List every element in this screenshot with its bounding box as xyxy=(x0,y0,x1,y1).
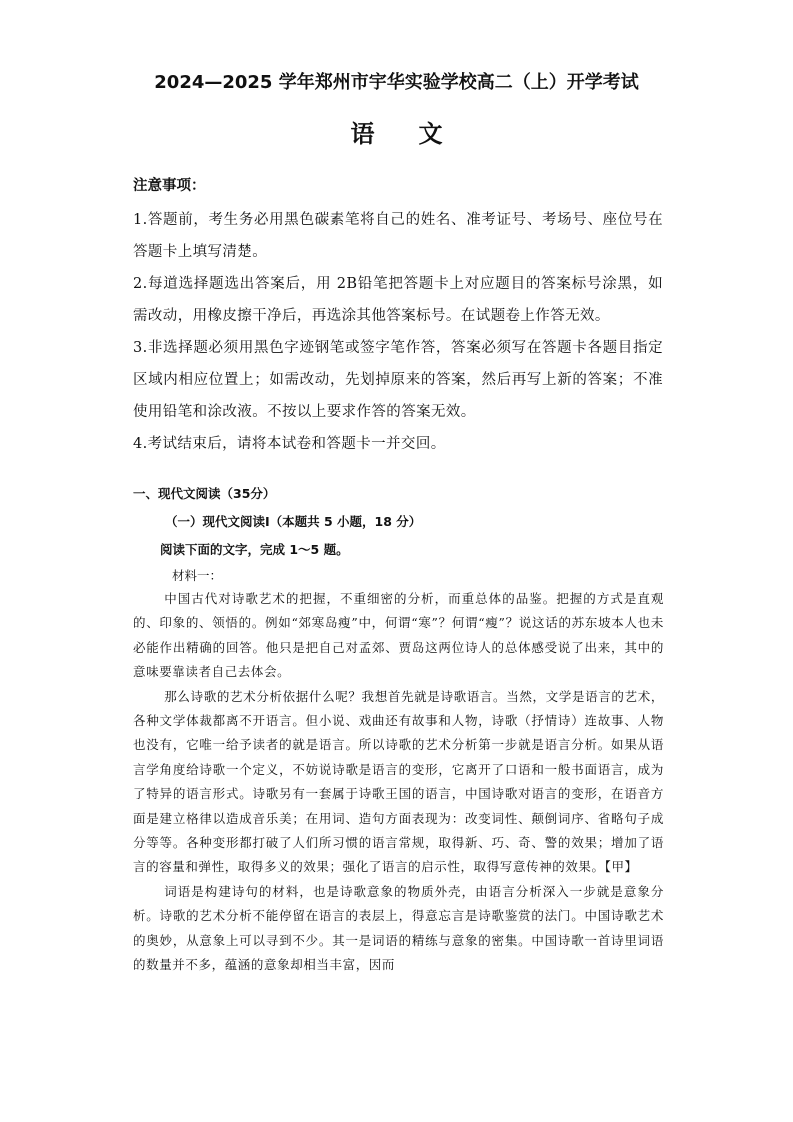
notice-heading: 注意事项： xyxy=(133,178,206,194)
section-subheading: （一）现代文阅读Ⅰ（本题共 5 小题，18 分） xyxy=(165,514,422,529)
notice-item: 2.每道选择题选出答案后，用 2B铅笔把答题卡上对应题目的答案标号涂黑，如需改动，用橡皮擦干净后，再选涂其他答案标号。在试题卷上作答无效。 xyxy=(133,276,663,324)
notice-item: 3.非选择题必须用黑色字迹钢笔或签字笔作答，答案必须写在答题卡各题目指定区域内相应位置上；如需改动，先划掉原来的答案，然后再写上新的答案；不准使用铅笔和涂改液。不按以上要求作答的答案无效。 xyxy=(133,340,663,420)
passage-paragraph: 词语是构建诗句的材料，也是诗歌意象的物质外壳，由语言分析深入一步就是意象分析。诗歌的艺术分析不能停留在语言的表层上，得意忘言是诗歌鉴赏的法门。中国诗歌艺术的奥妙，从意象上可以寻到不少。其一是词语的精练与意象的密集。中国诗歌一首诗里词语的数量并不多，蕴涵的意象却相当丰富，因而 xyxy=(133,883,664,973)
exam-title: 2024—2025 学年郑州市宇华实验学校高二（上）开学考试 xyxy=(154,72,639,93)
reading-instruction: 阅读下面的文字，完成 1～5 题。 xyxy=(160,542,349,557)
passage-paragraph: 那么诗歌的艺术分析依据什么呢？我想首先就是诗歌语言。当然，文学是语言的艺术，各种文学体裁都离不开语言。但小说、戏曲还有故事和人物，诗歌（抒情诗）连故事、人物也没有，它唯一给予读者的就是语言。所以诗歌的艺术分析第一步就是语言分析。如果从语言学角度给诗歌一个定义，不妨说诗歌是语言的变形，它离开了口语和一般书面语言，成为了特异的语言形式。诗歌另有一套属于诗歌王国的语言，中国诗歌对语言的变形，在语音方面是建立格律以造成音乐美；在用词、造句方面表现为：改变词性、颠倒词序、省略句子成分等等。各种变形都打破了人们所习惯的语言常规，取得新、巧、奇、警的效果；增加了语言的容量和弹性，取得多义的效果；强化了语言的启示性，取得写意传神的效果。【甲】 xyxy=(133,688,664,875)
subject-title: 语文 xyxy=(350,120,487,148)
passage-paragraph: 中国古代对诗歌艺术的把握，不重细密的分析，而重总体的品鉴。把握的方式是直观的、印象的、领悟的。例如“郊寒岛瘦”中，何谓“寒”？何谓“瘦”？说这话的苏东坡本人也未必能作出精确的回答。他只是把自己对孟郊、贾岛这两位诗人的总体感受说了出来，其中的意味要靠读者自己去体会。 xyxy=(133,591,664,680)
notice-item: 4.考试结束后，请将本试卷和答题卡一并交回。 xyxy=(133,436,446,452)
passage xyxy=(133,587,664,978)
material-label: 材料一： xyxy=(172,568,223,583)
notice-item: 1.答题前，考生务必用黑色碳素笔将自己的姓名、准考证号、考场号、座位号在答题卡上填写清楚。 xyxy=(133,212,663,260)
notice-list xyxy=(133,204,663,460)
section-heading: 一、现代文阅读（35分） xyxy=(133,486,276,501)
